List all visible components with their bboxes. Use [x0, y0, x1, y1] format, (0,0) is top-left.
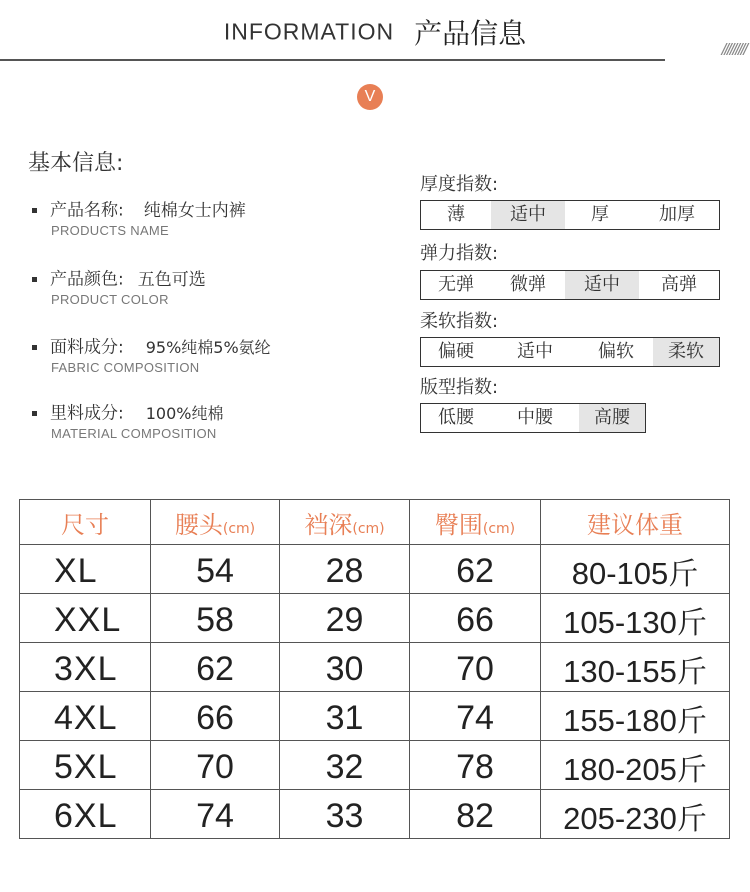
scale-option-selected: 高腰	[579, 404, 645, 432]
table-row	[20, 692, 730, 741]
elasticity-index-title: 弹力指数:	[420, 243, 499, 264]
v-badge-icon: V	[357, 84, 383, 110]
table-header-hip: 臀围(cm)	[410, 500, 541, 545]
scale-option: 加厚	[659, 204, 695, 225]
thickness-index-title: 厚度指数:	[420, 174, 499, 195]
weight-cell: 205-230斤	[541, 790, 730, 839]
waist-cell: 58	[151, 594, 280, 643]
weight-cell: 180-205斤	[541, 741, 730, 790]
waist-cell: 54	[151, 545, 280, 594]
table-row	[20, 545, 730, 594]
size-cell: XL	[20, 545, 151, 594]
scale-option: 微弹	[510, 274, 546, 295]
hip-cell: 74	[410, 692, 541, 741]
scale-option: 偏硬	[438, 341, 474, 362]
size-cell: 4XL	[20, 692, 151, 741]
rise-cell: 33	[280, 790, 410, 839]
weight-cell: 80-105斤	[541, 545, 730, 594]
scale-option-selected: 适中	[491, 201, 565, 229]
scale-option: 薄	[447, 204, 465, 225]
rise-cell: 28	[280, 545, 410, 594]
info-label-en: MATERIAL COMPOSITION	[51, 426, 217, 441]
info-label: 产品名称:	[50, 200, 124, 221]
rise-cell: 29	[280, 594, 410, 643]
waist-cell: 62	[151, 643, 280, 692]
size-cell: XXL	[20, 594, 151, 643]
scale-option: 适中	[517, 341, 553, 362]
info-label: 里料成分:	[50, 403, 124, 424]
hip-cell: 78	[410, 741, 541, 790]
waist-cell: 74	[151, 790, 280, 839]
table-row	[20, 594, 730, 643]
rise-cell: 32	[280, 741, 410, 790]
weight-cell: 130-155斤	[541, 643, 730, 692]
header-divider	[0, 59, 665, 61]
info-item-fabric	[30, 336, 390, 375]
fit-index-scale	[420, 403, 646, 433]
bullet-icon	[32, 277, 37, 282]
scale-option: 偏软	[598, 341, 634, 362]
scale-option: 高弹	[661, 274, 697, 295]
table-header-rise: 裆深(cm)	[280, 500, 410, 545]
info-item-product-name	[30, 199, 390, 238]
bullet-icon	[32, 345, 37, 350]
softness-index-scale	[420, 337, 720, 367]
weight-cell: 105-130斤	[541, 594, 730, 643]
table-row	[20, 741, 730, 790]
bullet-icon	[32, 208, 37, 213]
size-cell: 3XL	[20, 643, 151, 692]
info-value: 五色可选	[137, 269, 206, 290]
table-row	[20, 643, 730, 692]
page-header	[0, 0, 750, 64]
scale-option: 无弹	[438, 274, 474, 295]
info-label-en: PRODUCTS NAME	[51, 223, 170, 238]
waist-cell: 66	[151, 692, 280, 741]
waist-cell: 70	[151, 741, 280, 790]
hip-cell: 66	[410, 594, 541, 643]
hip-cell: 70	[410, 643, 541, 692]
bullet-icon	[32, 411, 37, 416]
header-title-en: INFORMATION	[223, 18, 395, 45]
weight-cell: 155-180斤	[541, 692, 730, 741]
scale-option: 低腰	[438, 407, 474, 428]
hip-cell: 82	[410, 790, 541, 839]
header-title	[0, 12, 750, 52]
info-label: 面料成分:	[50, 337, 124, 358]
basic-info-title: 基本信息:	[28, 151, 124, 176]
table-header-row	[20, 500, 730, 545]
softness-index-title: 柔软指数:	[420, 311, 499, 332]
rise-cell: 30	[280, 643, 410, 692]
info-value: 纯棉女士内裤	[143, 200, 246, 221]
header-slash-decoration: /////////	[721, 40, 746, 59]
fit-index-title: 版型指数:	[420, 377, 499, 398]
header-title-cn: 产品信息	[414, 17, 527, 50]
info-item-lining	[30, 402, 390, 441]
info-label-en: PRODUCT COLOR	[51, 292, 169, 307]
size-cell: 6XL	[20, 790, 151, 839]
info-value: 100%纯棉	[145, 403, 224, 423]
info-value: 95%纯棉5%氨纶	[145, 337, 271, 357]
info-label-en: FABRIC COMPOSITION	[51, 360, 200, 375]
info-label: 产品颜色:	[50, 269, 124, 290]
scale-option: 中腰	[517, 407, 553, 428]
table-header-weight: 建议体重	[541, 500, 730, 545]
scale-option: 厚	[591, 204, 609, 225]
elasticity-index-scale	[420, 270, 720, 300]
scale-option-selected: 柔软	[653, 338, 719, 366]
size-table	[19, 499, 730, 839]
table-row	[20, 790, 730, 839]
table-header-waist: 腰头(cm)	[151, 500, 280, 545]
scale-option-selected: 适中	[565, 271, 639, 299]
thickness-index-scale	[420, 200, 720, 230]
size-cell: 5XL	[20, 741, 151, 790]
hip-cell: 62	[410, 545, 541, 594]
table-header-size: 尺寸	[20, 500, 151, 545]
info-item-product-color	[30, 268, 390, 307]
rise-cell: 31	[280, 692, 410, 741]
